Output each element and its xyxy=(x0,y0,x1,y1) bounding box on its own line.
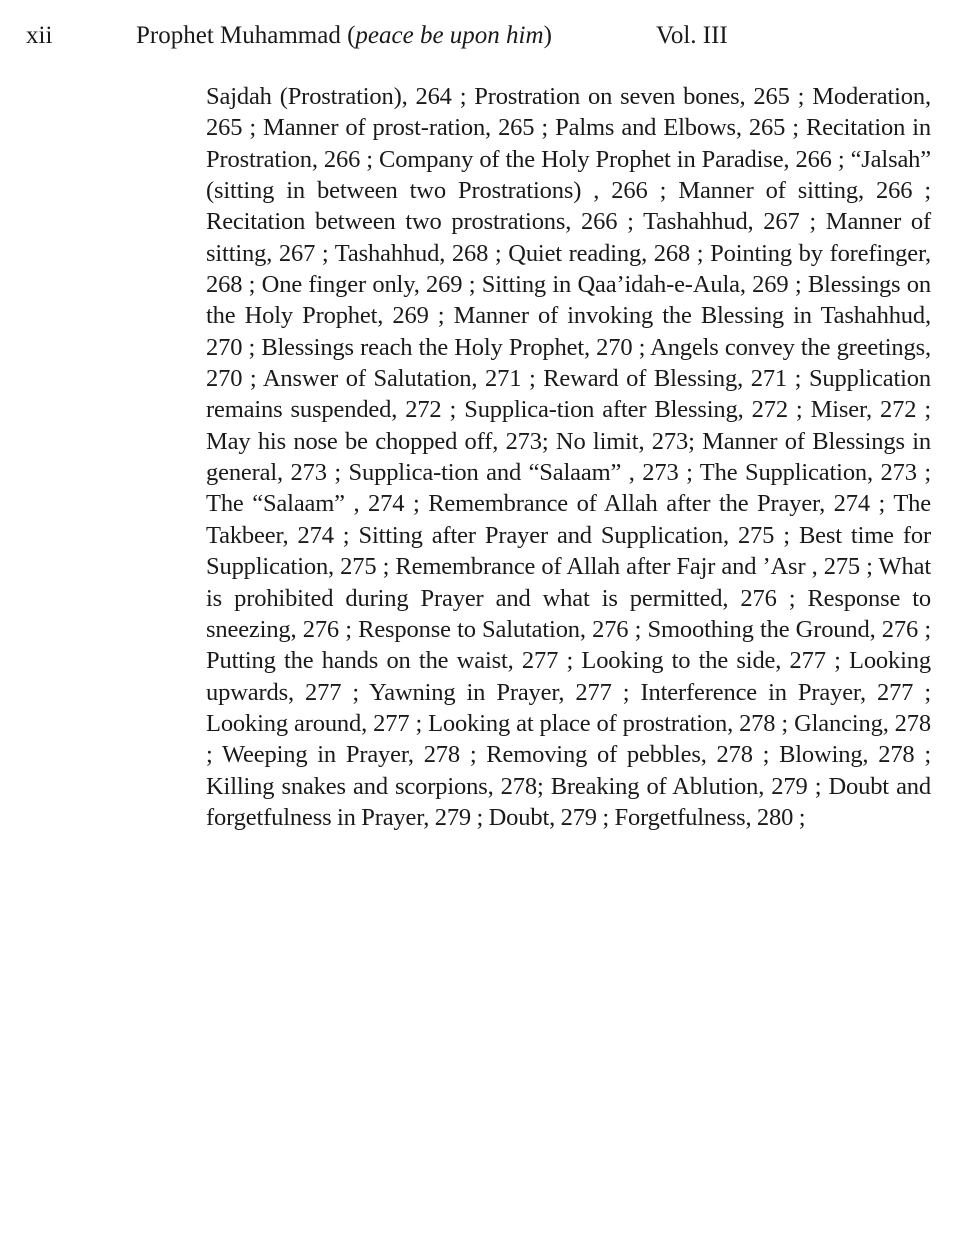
book-title-close: ) xyxy=(543,22,552,49)
index-paragraph: Sajdah (Prostration), 264 ; Prostration on seven bones, 265 ; Moderation, 265 ; Manner of prost-ration, 265 ; Palms and Elbows, 265 ; Recitation in Prostration, 266 ; Company of the Holy Prophet in Paradise, 266 ; “Jalsah” (sitting in between two Prostrations) , 266 ; Manner of sitting, 266 ; Recitation between two prostrations, 266 ; Tashahhud, 267 ; Manner of sitting, 267 ; Tashahhud, 268 ; Quiet reading, 268 ; Pointing by forefinger, 268 ; One finger only, 269 ; Sitting in Qaa’idah-e-Aula, 269 ; Blessings on the Holy Prophet, 269 ; Manner of invoking the Blessing in Tashahhud, 270 ; Blessings reach the Holy Prophet, 270 ; Angels convey the greetings, 270 ; Answer of Salutation, 271 ; Reward of Blessing, 271 ; Supplication remains suspended, 272 ; Supplica-tion after Blessing, 272 ; Miser, 272 ; May his nose be chopped off, 273; No limit, 273; Manner of Blessings in general, 273 ; Supplica-tion and “Salaam” , 273 ; The Supplication, 273 ; The “Salaam” , 274 ; Remembrance of Allah after the Prayer, 274 ; The Takbeer, 274 ; Sitting after Prayer and Supplication, 275 ; Best time for Supplication, 275 ; Remembrance of Allah after Fajr and ’Asr , 275 ; What is prohibited during Prayer and what is permitted, 276 ; Response to sneezing, 276 ; Response to Salutation, 276 ; Smoothing the Ground, 276 ; Putting the hands on the waist, 277 ; Looking to the side, 277 ; Looking upwards, 277 ; Yawning in Prayer, 277 ; Interference in Prayer, 277 ; Looking around, 277 ; Looking at place of prostration, 278 ; Glancing, 278 ; Weeping in Prayer, 278 ; Removing of pebbles, 278 ; Blowing, 278 ; Killing snakes and scorpions, 278; Breaking of Ablution, 279 ; Doubt and forgetfulness in Prayer, 279 ; Doubt, 279 ; Forgetfulness, 280 ; xyxy=(206,83,931,831)
book-title-italic: peace be upon him xyxy=(355,22,544,49)
page-number: xii xyxy=(26,22,53,49)
page-header xyxy=(0,18,960,54)
book-title-main: Prophet Muhammad ( xyxy=(136,22,356,49)
book-title xyxy=(136,18,552,54)
volume-label: Vol. III xyxy=(656,22,728,49)
